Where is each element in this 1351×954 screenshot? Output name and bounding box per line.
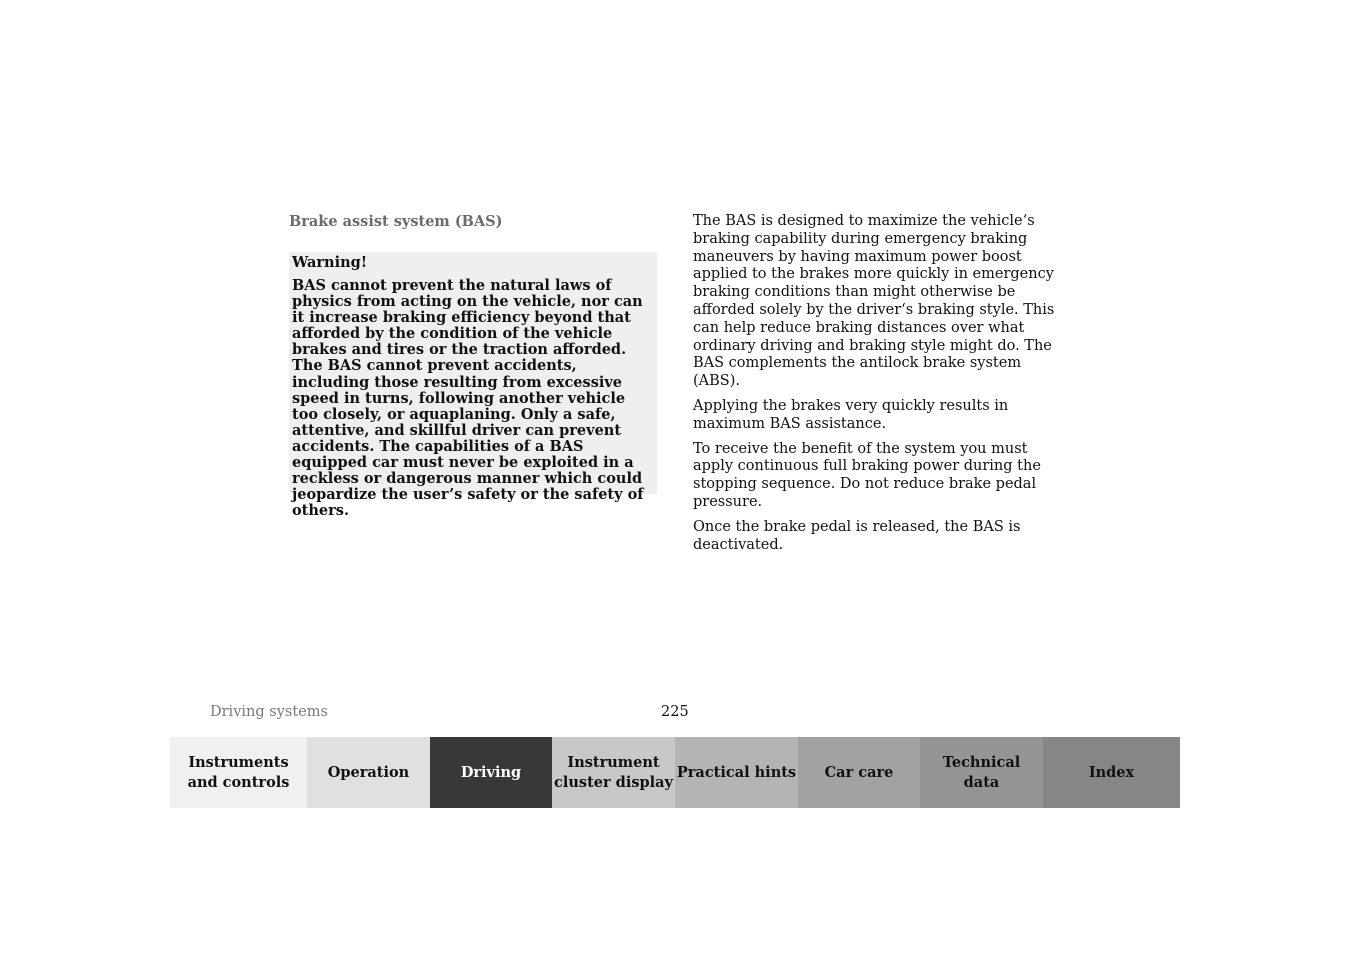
body-paragraph: Applying the brakes very quickly results in maximum BAS assistance.	[693, 397, 1009, 432]
body-text-column	[693, 213, 1068, 561]
tab-label: Instruments and controls	[187, 753, 290, 791]
chapter-tab-bar	[170, 737, 1180, 808]
warning-text: BAS cannot prevent the natural laws of physics from acting on the vehicle, nor can it increase braking efficiency beyond that afforded by the condition of the vehicle brakes and tires or the traction afforded. The BAS cannot prevent accidents, including those resulting from excessive speed in turns, following another vehicle too closely, or aquaplaning. Only a safe, attentive, and skillful driver can prevent accidents. The capabilities of a BAS equipped car must never be exploited in a reckless or dangerous manner which could jeopardize the user’s safety or the safety of others.	[292, 277, 644, 520]
tab-driving[interactable]	[430, 737, 552, 808]
section-title: Brake assist system (BAS)	[289, 213, 503, 230]
tab-label: Car care	[824, 763, 894, 781]
tab-instrument-cluster-display[interactable]	[552, 737, 675, 808]
warning-box	[289, 252, 657, 520]
warning-heading: Warning!	[292, 254, 368, 271]
tab-label: Driving	[460, 763, 522, 781]
tab-label: Instrument cluster display	[554, 753, 673, 791]
tab-label: Technical data	[942, 753, 1021, 791]
tab-car-care[interactable]	[798, 737, 920, 808]
body-paragraph: The BAS is designed to maximize the vehicle‘s braking capability during emergency braking maneuvers by having maximum power boost applied to the brakes more quickly in emergency braking conditions than might otherwise be afforded solely by the driver‘s braking style. This can help reduce braking distances over what ordinary driving and braking style might do. The BAS complements the antilock brake system (ABS).	[693, 213, 1055, 390]
tab-label: Index	[1088, 763, 1135, 781]
body-paragraph: To receive the benefit of the system you must apply continuous full braking power during the stopping sequence. Do not reduce brake pedal pressure.	[693, 440, 1041, 510]
tab-technical-data[interactable]	[920, 737, 1043, 808]
tab-label: Practical hints	[676, 763, 797, 781]
tab-label: Operation	[327, 763, 410, 781]
tab-index[interactable]	[1043, 737, 1180, 808]
tab-operation[interactable]	[307, 737, 430, 808]
page-number: 225	[661, 704, 689, 720]
tab-instruments-and-controls[interactable]	[170, 737, 307, 808]
footer-section-name: Driving systems	[210, 704, 328, 720]
body-paragraph: Once the brake pedal is released, the BAS is deactivated.	[693, 518, 1021, 553]
tab-practical-hints[interactable]	[675, 737, 798, 808]
